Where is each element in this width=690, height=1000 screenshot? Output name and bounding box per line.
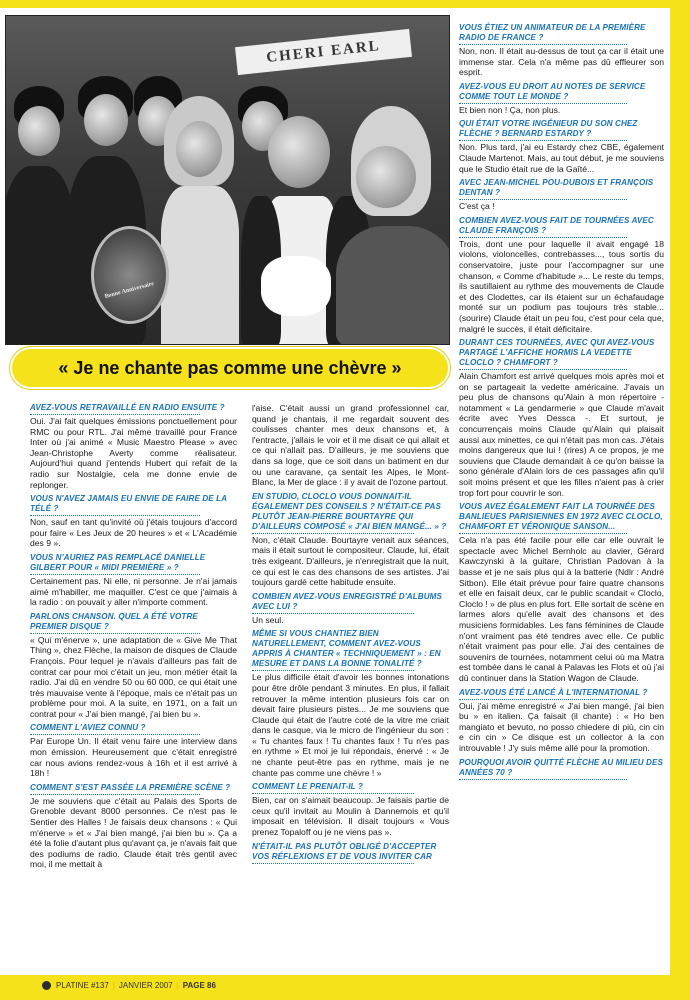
top-yellow-bar — [0, 0, 690, 8]
question: VOUS N'AURIEZ PAS REMPLACÉ DANIELLE GILBERT POUR « MIDI PREMIÈRE » ? — [30, 553, 237, 575]
question: AVEC JEAN-MICHEL POU-DUBOIS ET FRANÇOIS DENTAN ? — [459, 178, 664, 200]
answer: Non, c'était Claude. Bourtayre venait aux séances, mais il était surtout le compositeur. Claude, lui, était très exigeant. D'ailleurs, je n'enregistrait que la nuit, ce qui est le cas des chansons de ses artistes. J'ai toujours gardé cette habitude ensuite. — [252, 534, 449, 588]
answer: Non, non. Il était au-dessus de tout ça car il était une immense star. Cela n'a même pas dû effleurer son esprit. — [459, 46, 664, 78]
question: PARLONS CHANSON. QUEL A ÉTÉ VOTRE PREMIER DISQUE ? — [30, 612, 237, 634]
question: MÊME SI VOUS CHANTIEZ BIEN NATURELLEMENT, COMMENT AVEZ-VOUS APPRIS À CHANTER « TECHNIQUEMENT » : EN MESURE ET DANS LA BONNE TONALITÉ ? — [252, 629, 449, 671]
answer: Et bien non ! Ça, non plus. — [459, 104, 561, 115]
footer-separator: | — [112, 981, 115, 990]
photo-plate: Bonne Anniversaire — [91, 226, 169, 324]
answer: Je me souviens que c'était au Palais des Sports de Grenoble devant 8000 personnes. Ce n'est pas le Sentier des Halles ! Je faisais deux chansons : « Qui m'énerve » et « J'ai bien mangé, j'ai bien bu ». Ça a été la folie d'autant plus qu'avant ça, je n'avais fait que des podiums de radio. Claude était très gentil avec moi, il me mettait à — [30, 795, 238, 870]
question: EN STUDIO, CLOCLO VOUS DONNAIT-IL ÉGALEMENT DES CONSEILS ? N'ÉTAIT-CE PAS PLUTÔT JEAN-PIERRE BOURTAYRE QUI D'AILLEURS COMPOSÉ « J'AI BIEN MANGÉ... » ? — [252, 492, 449, 534]
question: COMMENT S'EST PASSÉE LA PREMIÈRE SCÈNE ? — [30, 783, 237, 795]
question: DURANT CES TOURNÉES, AVEC QUI AVEZ-VOUS PARTAGÉ L'AFFICHE HORMIS LA VEDETTE CLOCLO ? CHAMFORT ? — [459, 338, 664, 370]
answer: Oui. J'ai fait quelques émissions ponctuellement pour RMC ou pour RTL. J'ai même travaillé pour France Inter où j'ai animé « Music Maestro Please » avec Jean-Christophe Averty comme réalisateur. Aujourd'hui quand j'entends Hubert qui refait de la radio sur Nostalgie, cela me donne envie de replonger. — [30, 416, 237, 490]
answer: Non, sauf en tant qu'invité où j'étais toujours d'accord pour faire « Les Jeux de 20 heures » et « L'Académie des 9 ». — [30, 517, 237, 549]
question: POURQUOI AVOIR QUITTÉ FLÈCHE AU MILIEU DES ANNÉES 70 ? — [459, 758, 664, 780]
answer: « Qui m'énerve », une adaptation de « Give Me That Thing », chez Flèche, la maison de disques de Claude François. Pour lequel je n'avais d'ailleurs pas fait de contrat car pour moi c'était un jeu, mon métier était la radio. J'ai dû en vendre 50 ou 60 000, ce qui était une très mauvaise vente à l'époque, mais ce n'était pas un problème pour moi. A la suite, en 1971, on a fait un contrat pour « J'ai bien mangé, j'ai bien bu ». — [30, 634, 237, 719]
question: QUI ÉTAIT VOTRE INGÉNIEUR DU SON CHEZ FLÈCHE ? BERNARD ESTARDY ? — [459, 119, 664, 141]
question: COMMENT LE PRENAIT-IL ? — [252, 782, 449, 794]
question: COMBIEN AVEZ-VOUS ENREGISTRÉ D'ALBUMS AVEC LUI ? — [252, 592, 449, 614]
answer: Un seul. — [252, 614, 284, 625]
answer: l'aise. C'était aussi un grand professionnel car, quand je chantais, il me regardait souvent des coulisses chanter mes deux chansons et, à l'entracte, j'allais le voir et il me disait ce qui allait et ce qui n'allait pas. D'ailleurs, je me souviens que dans sa loge, que ce soit dans un batiment en dur ou une caravane, ça sentait les Alpes, le Mont-Blanc, la Mer de glace : il y avait de l'ozone partout. — [252, 403, 449, 488]
answer: Cela n'a pas été facile pour elle car elle ouvrait le spectacle avec Michel Bernholc au clavier, Gérard Kawczynski à la guitare, Christian Padovan à la basse et je ne sais plus qui à la batterie (Ndlr : André Sitbon). Elle était prévue pour faire quatre chansons et elle en faisait deux, car le public scandait « Cloclo, Cloclo ! » de plus en plus fort. Elle sortait de scène en larmes alors qu'elle avait des chansons et des musiciens formidables. Les fans féminines de Claude n'ont vraiment pas été tendres avec elle. Ce public n'était vraiment pas pour elle. J'ai des centaines de souvenirs de tournées, notamment celui où ma Matra est tombée dans le canal à Palavas les Flots et où j'ai dû continuer dans la Station Wagon de Claude. — [459, 535, 664, 683]
article-column-1 — [30, 403, 237, 874]
page-footer — [42, 981, 216, 990]
answer: Par Europe Un. Il était venu faire une interview dans mon émission. Heureusement que c'était enregistré car nous avions rendez-vous à 16h et il est arrivé à 18h ! — [30, 736, 237, 779]
question: AVEZ-VOUS ÉTÉ LANCÉ À L'INTERNATIONAL ? — [459, 688, 664, 700]
answer: Trois, dont une pour laquelle il avait engagé 18 violons, violoncelles, contrebasses..., tous sortis du conservatoire, juste pour l'accompagner sur une chanson, « Comme d'habitude »... Le reste du temps, ils sautillaient au rythme des mouvements de Claude et des Clodettes, car ils étaient sur un échafaudage monté sur un podium pas toujours très stable... (sourire) Claude était un peu fou, c'est pour cela que, malgré le succès, il était déficitaire. — [459, 238, 664, 334]
footer-date: JANVIER 2007 — [118, 981, 173, 990]
answer: Certainement pas. Ni elle, ni personne. Je n'ai jamais aimé m'habiller, me maquiller. C'est ce que j'aimais à la radio : on pouvait y aller n'importe comment. — [30, 575, 237, 608]
question: COMMENT L'AVIEZ CONNU ? — [30, 723, 237, 735]
question: VOUS AVEZ ÉGALEMENT FAIT LA TOURNÉE DES BANLIEUES PARISIENNES EN 1972 AVEC CLOCLO, CHAMFORT ET VÉRONIQUE SANSON... — [459, 502, 664, 534]
footer-separator: | — [176, 981, 179, 990]
photo-sign: CHERI EARL — [235, 29, 412, 75]
answer: Alain Chamfort est arrivé quelques mois après moi et on se partageait la vedette américaine. J'avais un peu plus de chansons qu'Alain à mon répertoire - notamment « La gendarmerie » que Claude m'avait écrite avec Yves Dessca -. Et surtout, je concurrençais moins Claude qu'Alain qui plaisait aussi aux minettes, ce qui n'était pas mon cas. J'étais moins dangereux que lui ! (rires) A ce propos, je me souviens que Claude demandait à ce qu'on baisse la sono générale d'Alain lors de ces passages afin qu'il soit moins présent et que les filles n'aient pas à crier trop fort pour couvrir le son. — [459, 371, 664, 498]
pull-quote-banner: « Je ne chante pas comme une chèvre » — [10, 347, 450, 389]
question: AVEZ-VOUS RETRAVAILLÉ EN RADIO ENSUITE ? — [30, 403, 237, 415]
question: VOUS ÉTIEZ UN ANIMATEUR DE LA PREMIÈRE RADIO DE FRANCE ? — [459, 23, 664, 45]
answer: C'est ça ! — [459, 201, 495, 212]
question: N'ÉTAIT-IL PAS PLUTÔT OBLIGÉ D'ACCEPTER VOS RÉFLEXIONS ET DE VOUS INVITER CAR — [252, 842, 449, 864]
question: COMBIEN AVEZ-VOUS FAIT DE TOURNÉES AVEC CLAUDE FRANÇOIS ? — [459, 216, 664, 238]
answer: Non. Plus tard, j'ai eu Estardy chez CBE, également Claude Martenot. Mais, au tout début, je me souviens que le Studio était rue de la Gaîté... — [459, 142, 664, 174]
footer-magazine: PLATINE #137 — [56, 981, 109, 990]
question: VOUS N'AVEZ JAMAIS EU ENVIE DE FAIRE DE LA TÉLÉ ? — [30, 494, 237, 516]
article-column-2 — [252, 403, 449, 865]
answer: Bien, car on s'aimait beaucoup. Je faisais partie de ceux qu'il invitait au Moulin à Dannemois et qu'il imposait en télévision. Il disait toujours « Vous prenez Topaloff ou je ne viens pas ». — [252, 795, 449, 838]
footer-page-number: PAGE 86 — [182, 981, 216, 990]
photo-party — [5, 15, 450, 345]
footer-dot-icon — [42, 981, 51, 990]
answer: Oui, j'ai même enregistré « J'ai bien mangé, j'ai bien bu » en italien. Ça faisait (il chante) : « Ho ben mangiato et bevuto, no posso chiedere di più, cin cin e cin cin » Ce disque est un collector à la con introuvable ! J'y suis même allé pour la promotion. — [459, 700, 664, 753]
question: AVEZ-VOUS EU DROIT AU NOTES DE SERVICE COMME TOUT LE MONDE ? — [459, 82, 664, 104]
article-column-3 — [459, 23, 664, 781]
right-yellow-bar — [670, 0, 690, 1000]
answer: Le plus difficile était d'avoir les bonnes intonations pour être drôle pendant 3 minutes. En plus, il fallait retrouver la même intention plusieurs fois car on devait faire plusieurs pistes... Je me souviens que Claude qui était de l'autre coté de la vitre me criait dans le casque, via le micro de l'ingénieur du son : « Tu chantes faux ! Tu chantes faux ! Tu n'es pas en rythme » Et moi je lui répondais, énervé : « Je ne chante peut-être pas en rythme, mais je ne chante pas comme une chèvre ! » — [252, 672, 449, 778]
